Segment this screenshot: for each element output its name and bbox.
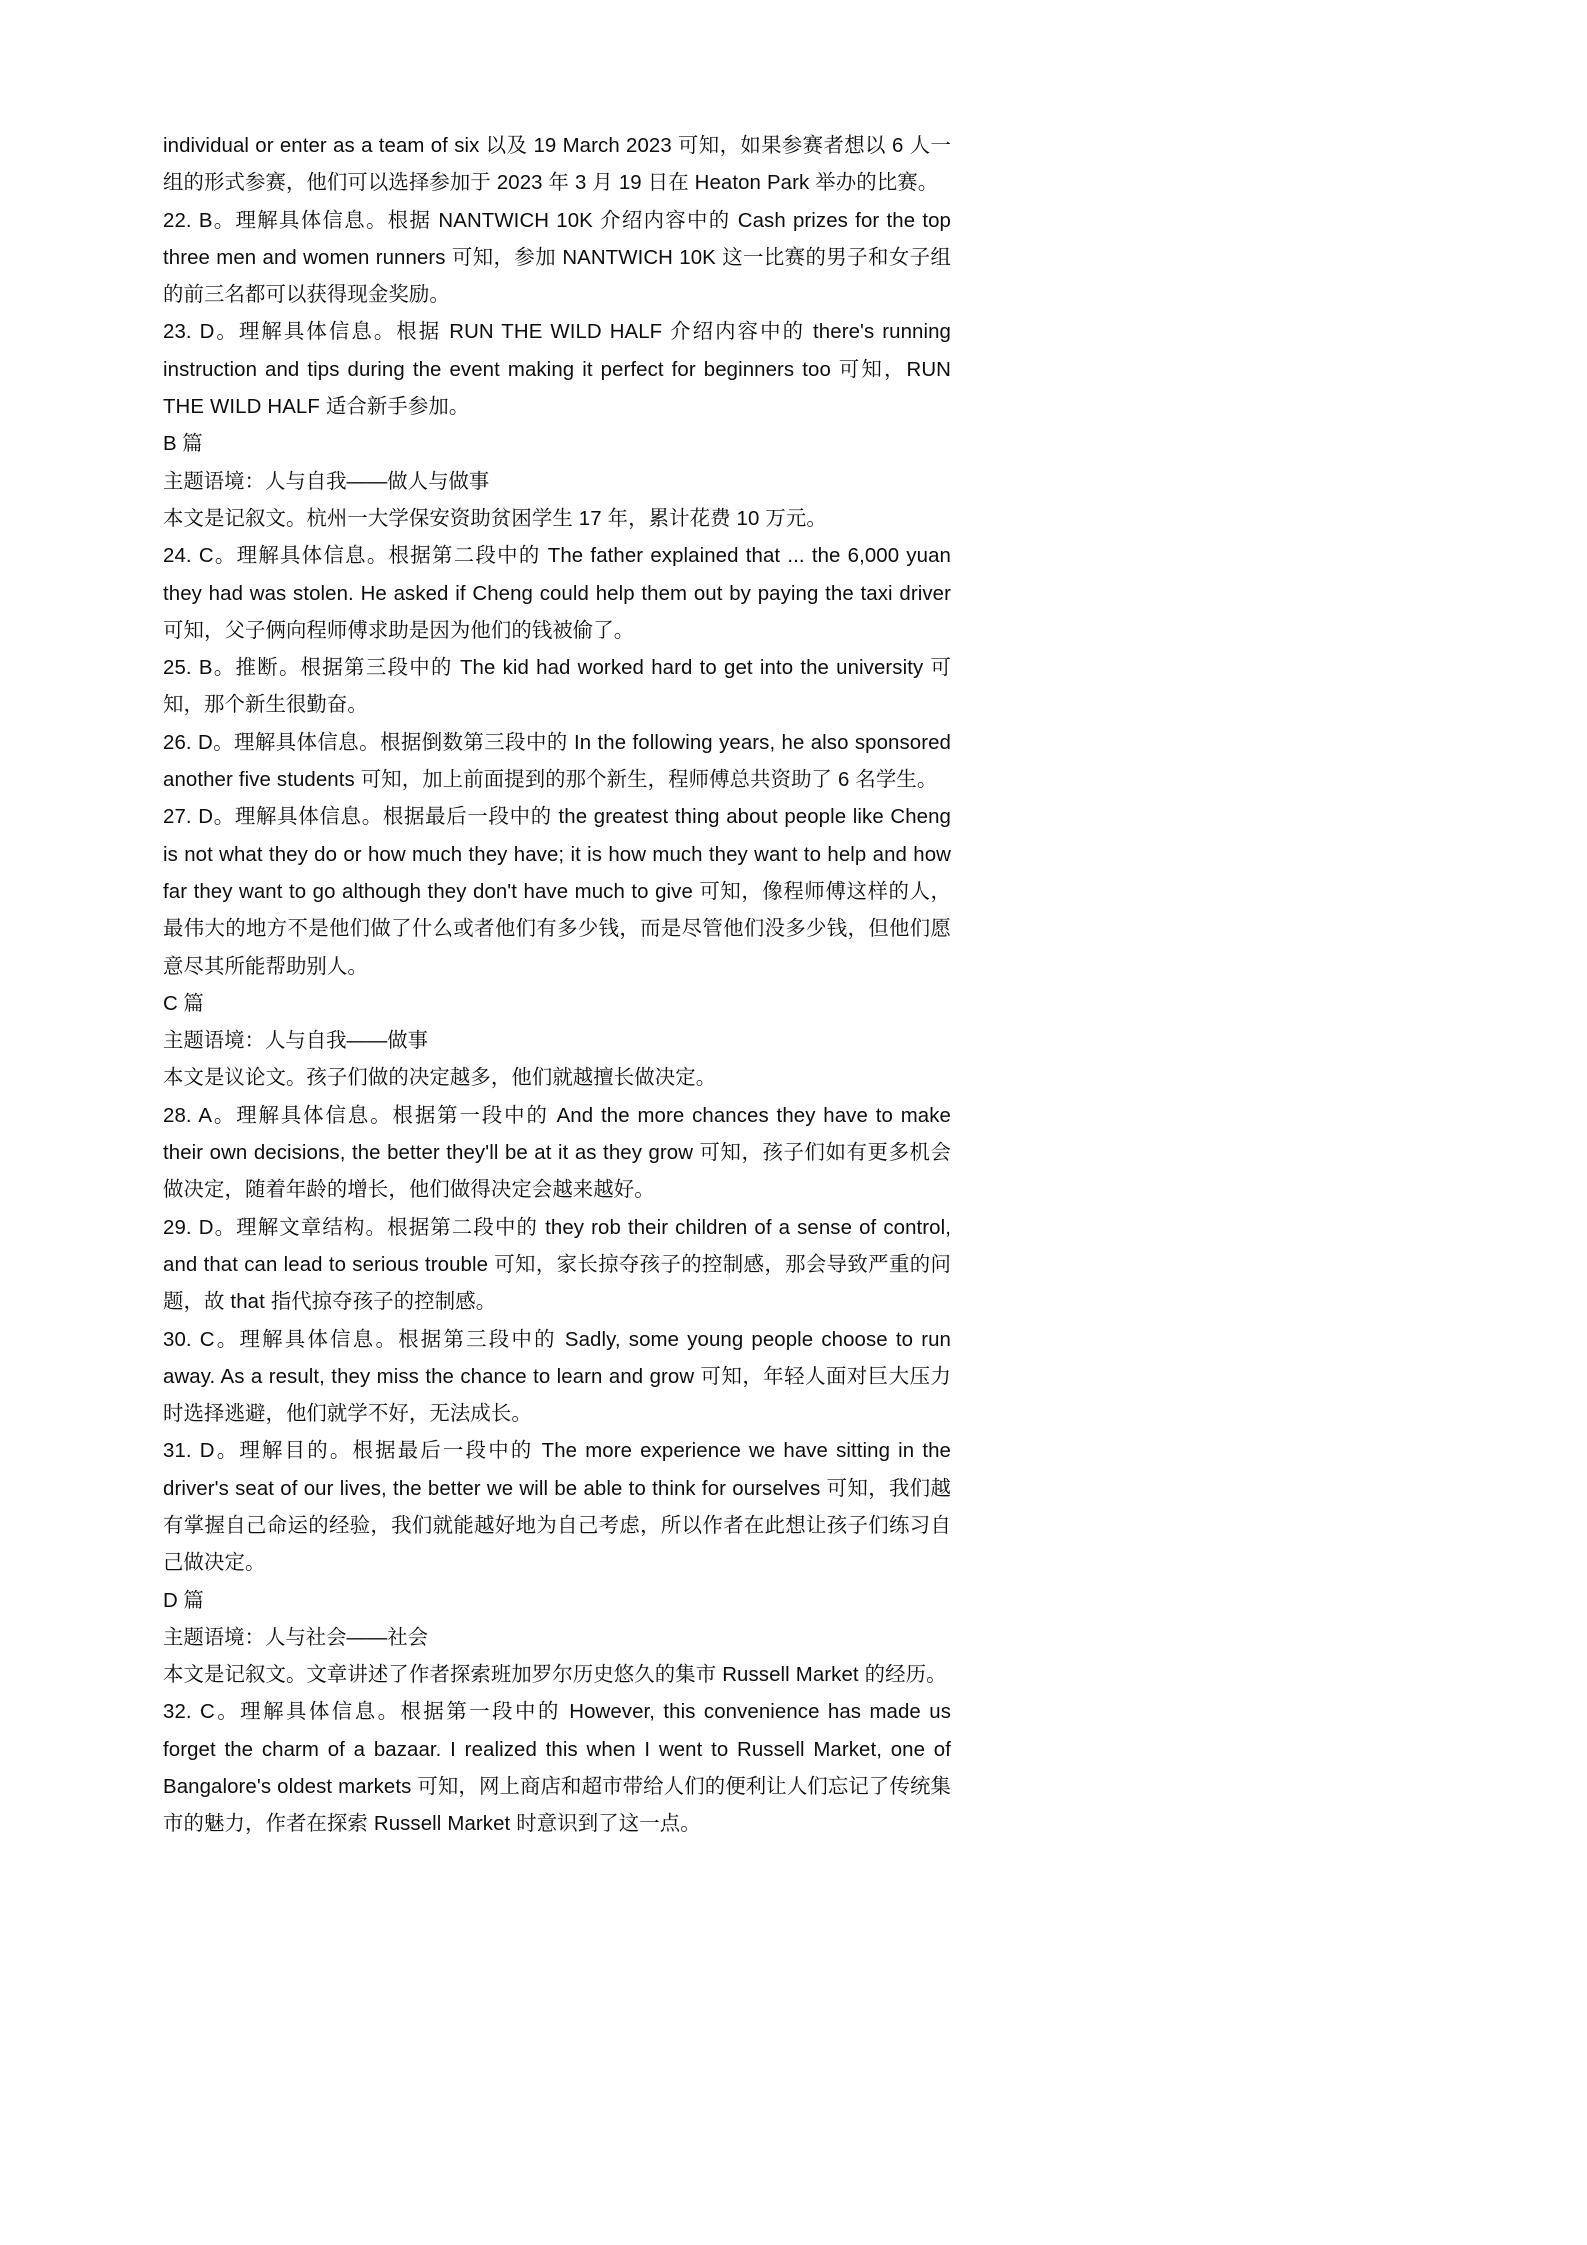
section-summary-c: 本文是议论文。孩子们做的决定越多，他们就越擅长做决定。 (163, 1067, 717, 1090)
answer-key-body (163, 128, 951, 1844)
section-summary-d: 本文是记叙文。文章讲述了作者探索班加罗尔历史悠久的集市 Russell Market 的经历。 (163, 1664, 947, 1687)
answer-item-23: 23. D。理解具体信息。根据 RUN THE WILD HALF 介绍内容中的 there's running instruction and tips during the event making it perfect for beginners too 可知，RUN THE WILD HALF 适合新手参加。 (163, 321, 951, 419)
answer-item-26: 26. D。理解具体信息。根据倒数第三段中的 In the following years, he also sponsored another five students 可知，加上前面提到的那个新生，程师傅总共资助了 6 名学生。 (163, 731, 951, 792)
paragraph-q21-continuation: individual or enter as a team of six 以及 19 March 2023 可知，如果参赛者想以 6 人一组的形式参赛，他们可以选择参加于 2023 年 3 月 19 日在 Heaton Park 举办的比赛。 (163, 135, 951, 195)
section-summary-b: 本文是记叙文。杭州一大学保安资助贫困学生 17 年，累计花费 10 万元。 (163, 507, 827, 530)
answer-item-25: 25. B。推断。根据第三段中的 The kid had worked hard to get into the university 可知，那个新生很勤奋。 (163, 657, 951, 717)
section-heading-d: D 篇 (163, 1589, 204, 1612)
answer-item-31: 31. D。理解目的。根据最后一段中的 The more experience we have sitting in the driver's seat of our lives, the better we will be able to think for ourselves 可知，我们越有掌握自己命运的经验，我们就能越好地为自己考虑，所以作者在此想让孩子们练习自己做决定。 (163, 1440, 951, 1575)
answer-item-27: 27. D。理解具体信息。根据最后一段中的 the greatest thing about people like Cheng is not what they do or how much they have; it is how much they want to help and how far they want to go although they don't have much to give 可知，像程师傅这样的人，最伟大的地方不是他们做了什么或者他们有多少钱，而是尽管他们没多少钱，但他们愿意尽其所能帮助别人。 (163, 806, 951, 978)
answer-item-22: 22. B。理解具体信息。根据 NANTWICH 10K 介绍内容中的 Cash prizes for the top three men and women runners 可知，参加 NANTWICH 10K 这一比赛的男子和女子组的前三名都可以获得现金奖励。 (163, 209, 951, 307)
answer-item-30: 30. C。理解具体信息。根据第三段中的 Sadly, some young people choose to run away. As a result, they miss the chance to learn and grow 可知，年轻人面对巨大压力时选择逃避，他们就学不好，无法成长。 (163, 1328, 951, 1426)
answer-item-29: 29. D。理解文章结构。根据第二段中的 they rob their children of a sense of control, and that can lead to serious trouble 可知，家长掠夺孩子的控制感，那会导致严重的问题，故 that 指代掠夺孩子的控制感。 (163, 1216, 951, 1314)
section-theme-b: 主题语境：人与自我——做人与做事 (163, 470, 490, 493)
section-theme-c: 主题语境：人与自我——做事 (163, 1030, 429, 1053)
answer-item-24: 24. C。理解具体信息。根据第二段中的 The father explained that ... the 6,000 yuan they had was stolen. He asked if Cheng could help them out by paying the taxi driver 可知，父子俩向程师傅求助是因为他们的钱被偷了。 (163, 545, 951, 642)
section-heading-c: C 篇 (163, 992, 204, 1015)
answer-item-32: 32. C。理解具体信息。根据第一段中的 However, this convenience has made us forget the charm of a bazaar. I realized this when I went to Russell Market, one of Bangalore's oldest markets 可知，网上商店和超市带给人们的便利让人们忘记了传统集市的魅力，作者在探索 Russell Market 时意识到了这一点。 (163, 1701, 951, 1836)
answer-item-28: 28. A。理解具体信息。根据第一段中的 And the more chances they have to make their own decisions, the better they'll be at it as they grow 可知，孩子们如有更多机会做决定，随着年龄的增长，他们做得决定会越来越好。 (163, 1104, 951, 1202)
section-theme-d: 主题语境：人与社会——社会 (163, 1626, 429, 1649)
section-heading-b: B 篇 (163, 433, 203, 456)
